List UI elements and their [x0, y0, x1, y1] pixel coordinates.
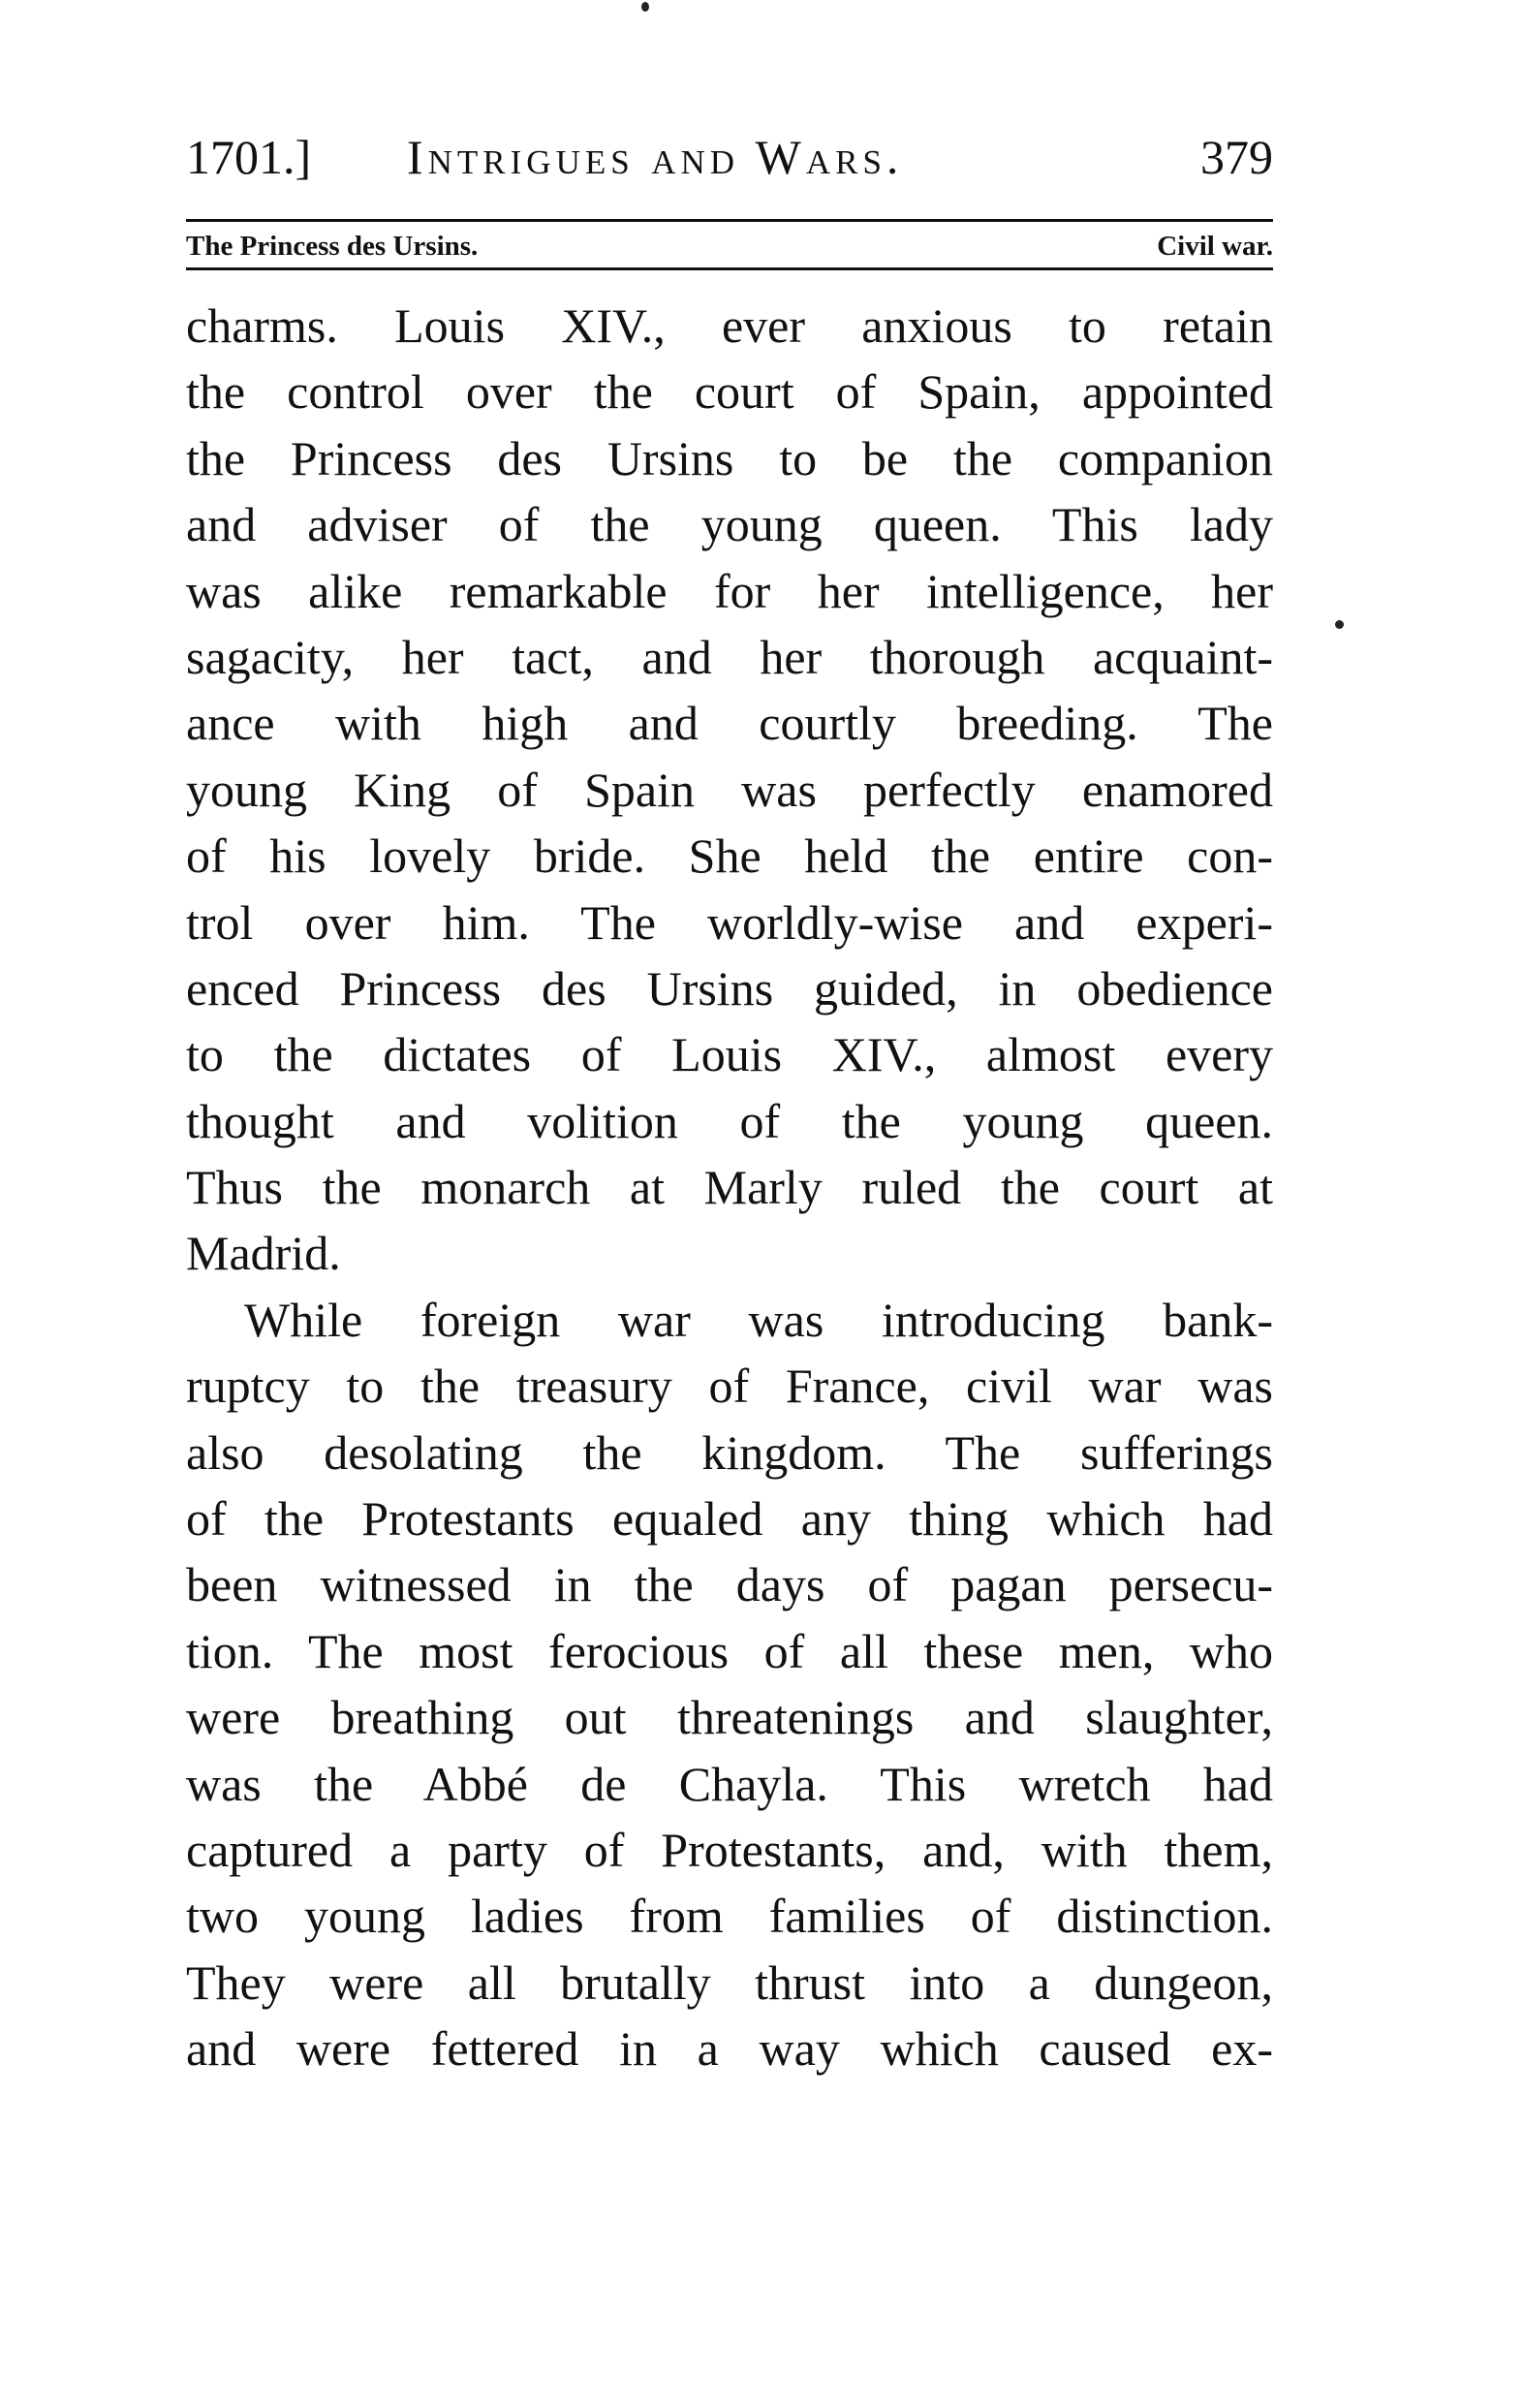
- header-rule-top: [186, 219, 1273, 222]
- text-line: captured a party of Protestants, and, with them,: [186, 1822, 1273, 1877]
- subheader-right: Civil war.: [1157, 231, 1273, 262]
- text-line: the Princess des Ursins to be the companion: [186, 430, 1273, 485]
- header-year: 1701.]: [186, 130, 312, 184]
- text-line: of the Protestants equaled any thing which had: [186, 1491, 1273, 1547]
- text-line: was the Abbé de Chayla. This wretch had: [186, 1756, 1273, 1811]
- text-line: also desolating the kingdom. The sufferings: [186, 1424, 1273, 1480]
- text-line: to the dictates of Louis XIV., almost every: [186, 1027, 1273, 1082]
- text-line: enced Princess des Ursins guided, in obedience: [186, 960, 1273, 1016]
- subheader: [186, 229, 1273, 264]
- page-number: 379: [1200, 130, 1273, 184]
- text-line: thought and volition of the young queen.: [186, 1093, 1273, 1148]
- subheader-left: The Princess des Ursins.: [186, 231, 479, 262]
- text-line: Thus the monarch at Marly ruled the court at: [186, 1160, 1273, 1215]
- header-rule-bottom: [186, 267, 1273, 270]
- text-line: Madrid.: [186, 1226, 341, 1281]
- text-line: of his lovely bride. She held the entire con-: [186, 829, 1273, 884]
- scan-speck: [1335, 620, 1344, 629]
- text-line: two young ladies from families of distinction.: [186, 1889, 1273, 1944]
- text-line: While foreign war was introducing bank-: [244, 1292, 1273, 1347]
- text-line: the control over the court of Spain, appointed: [186, 364, 1273, 420]
- scan-speck: [641, 2, 649, 12]
- text-line: ance with high and courtly breeding. The: [186, 696, 1273, 751]
- text-line: young King of Spain was perfectly enamored: [186, 762, 1273, 817]
- text-line: were breathing out threatenings and slaughter,: [186, 1690, 1273, 1745]
- running-header: [186, 128, 1273, 186]
- text-line: trol over him. The worldly-wise and experi-: [186, 894, 1273, 950]
- text-line: been witnessed in the days of pagan persecu-: [186, 1557, 1273, 1612]
- text-line: and adviser of the young queen. This lady: [186, 497, 1273, 552]
- text-line: and were fettered in a way which caused ex-: [186, 2021, 1273, 2077]
- body-text: [186, 293, 1273, 2082]
- text-line: ruptcy to the treasury of France, civil war was: [186, 1359, 1273, 1414]
- text-line: charms. Louis XIV., ever anxious to retain: [186, 298, 1273, 353]
- text-line: was alike remarkable for her intelligence, her: [186, 563, 1273, 618]
- text-line: They were all brutally thrust into a dungeon,: [186, 1955, 1273, 2010]
- header-title: Intrigues and Wars.: [407, 130, 904, 184]
- text-line: tion. The most ferocious of all these men, who: [186, 1623, 1273, 1678]
- text-line: sagacity, her tact, and her thorough acquaint-: [186, 629, 1273, 684]
